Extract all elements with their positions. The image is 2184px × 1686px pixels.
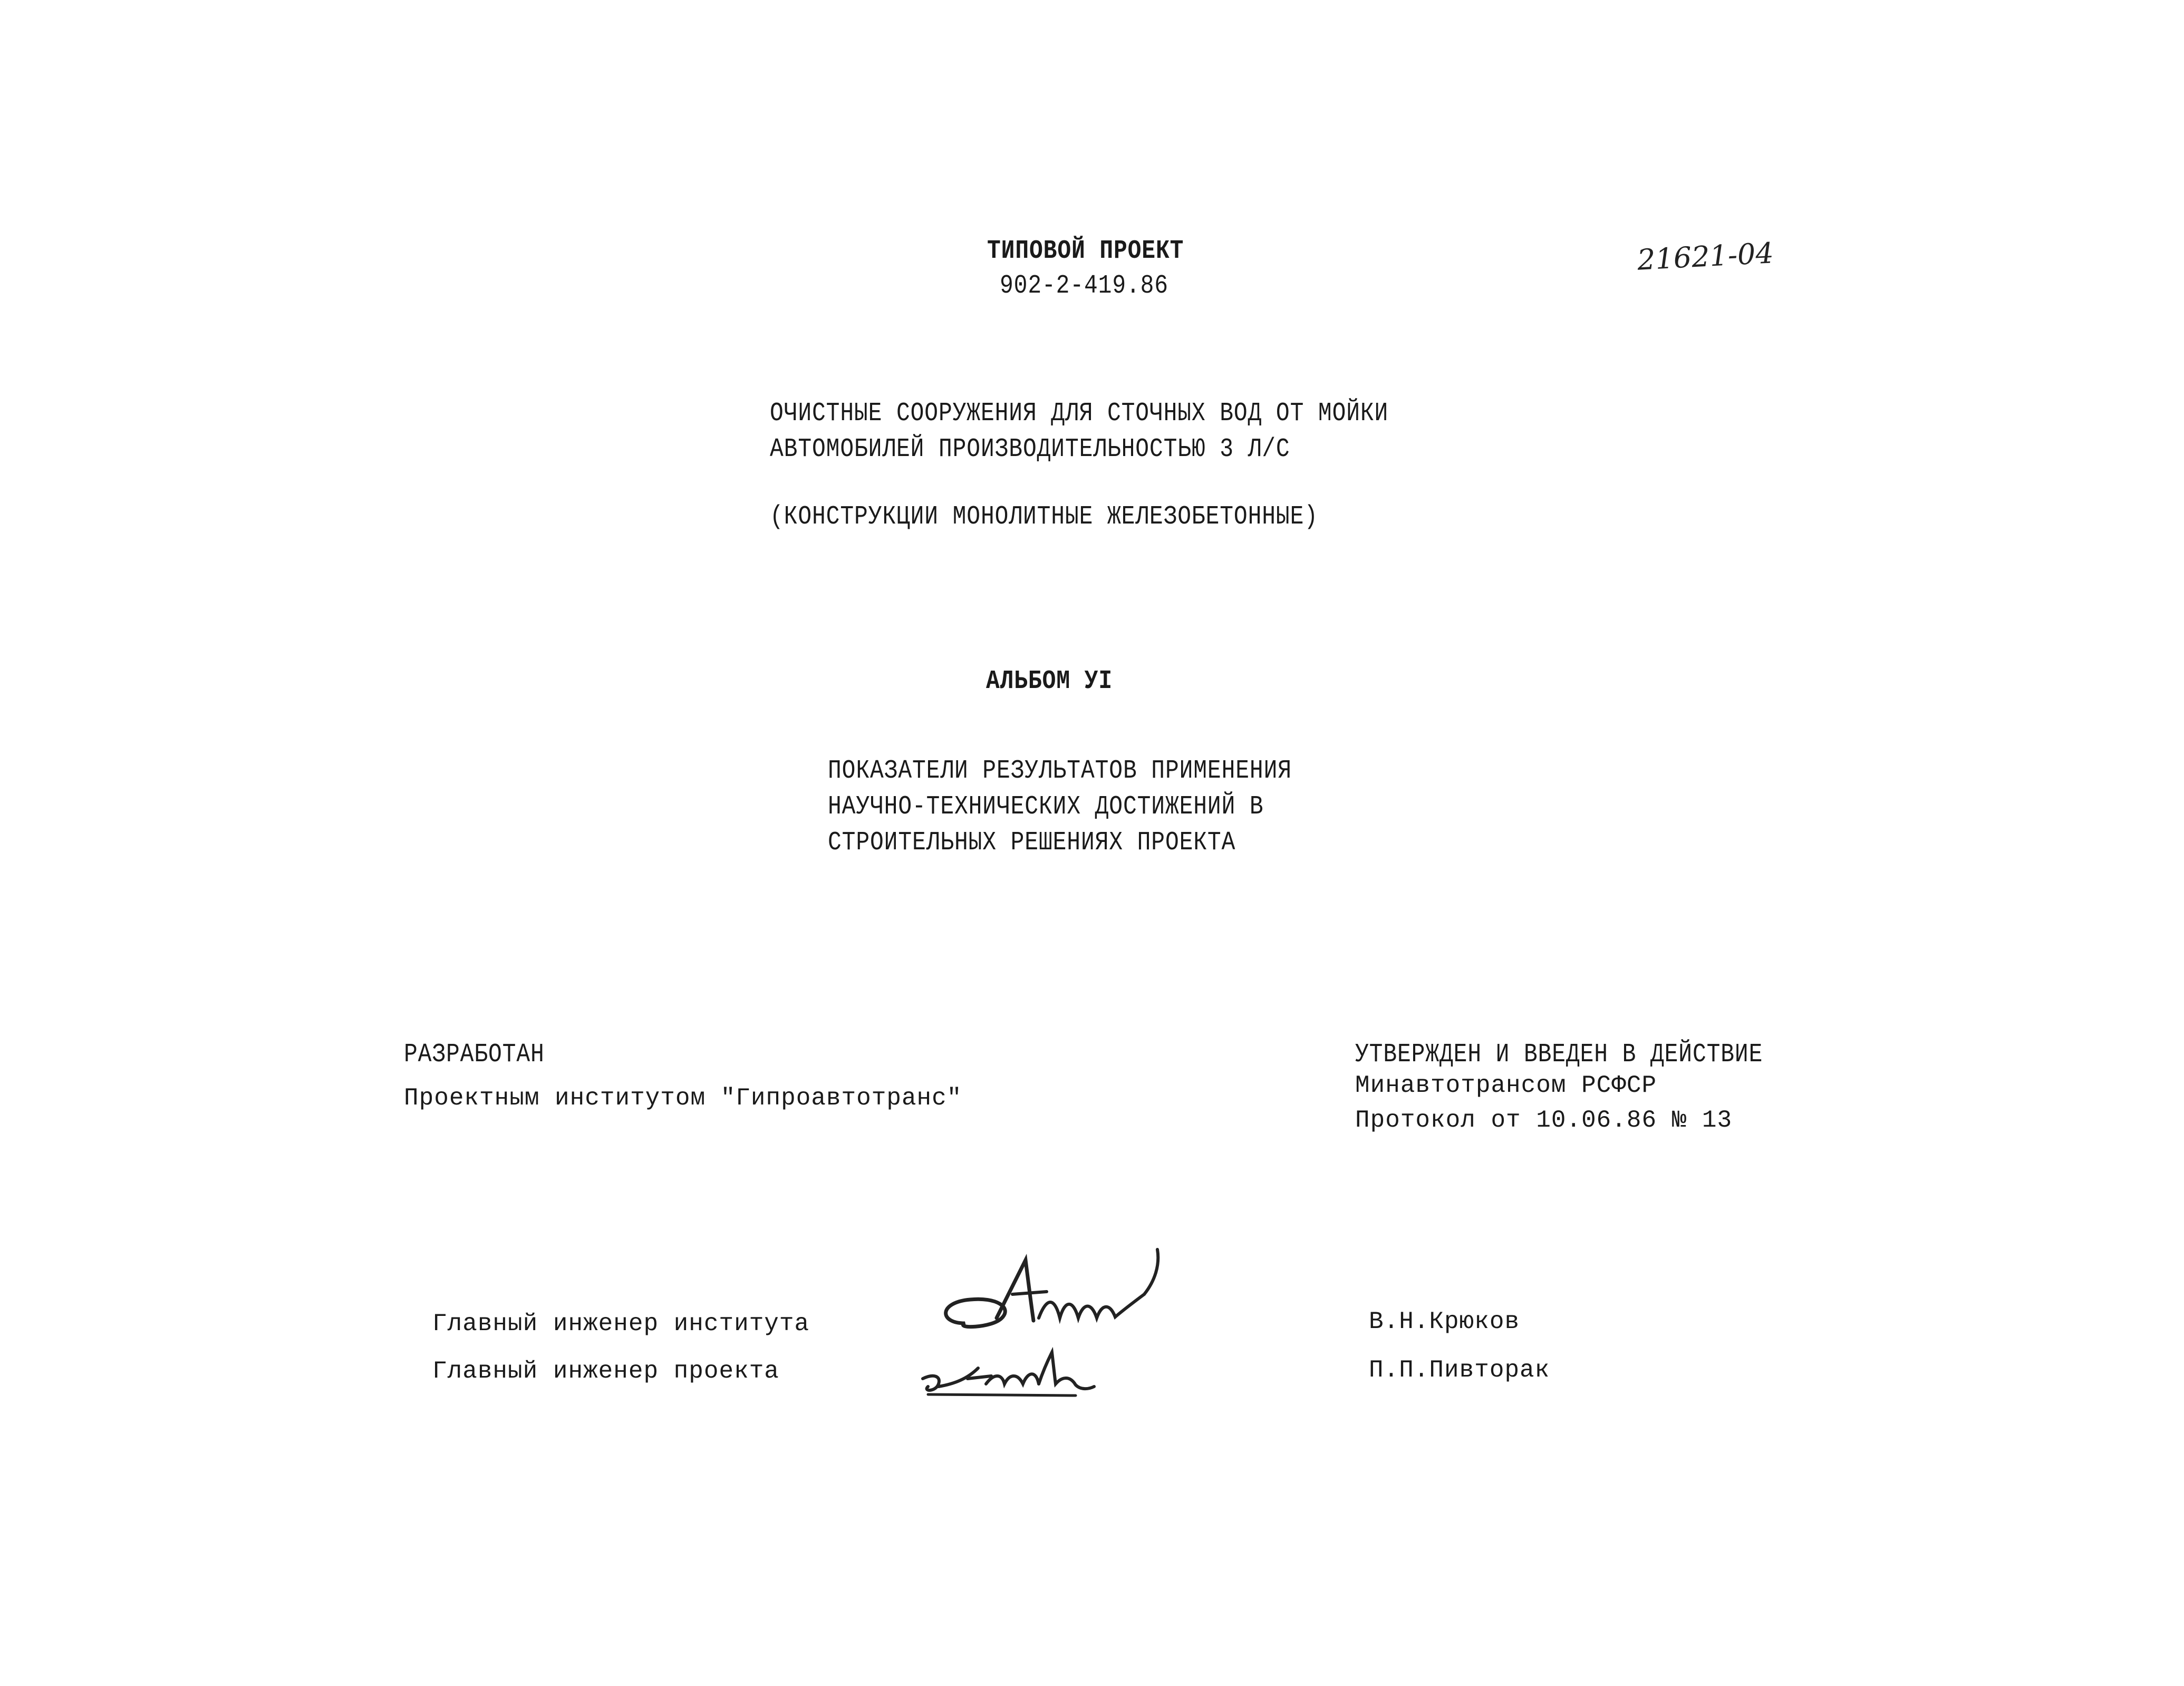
developer-org: Проектным институтом "Гипроавтотранс" — [404, 1084, 962, 1112]
title-line-1: ОЧИСТНЫЕ СООРУЖЕНИЯ ДЛЯ СТОЧНЫХ ВОД ОТ МОЙКИ — [770, 399, 1389, 429]
signature-chief-project — [917, 1347, 1097, 1405]
signatory-name-1: В.Н.Крюков — [1369, 1308, 1520, 1335]
archive-number: 21621-04 — [1636, 236, 1775, 277]
signatory-name-2: П.П.Пивторак — [1369, 1356, 1550, 1384]
project-type: ТИПОВОЙ ПРОЕКТ — [987, 236, 1184, 266]
signatory-role-2: Главный инженер проекта — [432, 1358, 779, 1385]
title-line-2: АВТОМОБИЛЕЙ ПРОИЗВОДИТЕЛЬНОСТЬЮ 3 Л/С — [770, 434, 1290, 464]
project-number: 902-2-419.86 — [1000, 271, 1168, 301]
album-label: АЛЬБОМ — [986, 666, 1070, 696]
section-line-2: НАУЧНО-ТЕХНИЧЕСКИХ ДОСТИЖЕНИЙ В — [828, 792, 1264, 822]
section-line-1: ПОКАЗАТЕЛИ РЕЗУЛЬТАТОВ ПРИМЕНЕНИЯ — [828, 756, 1292, 786]
section-line-3: СТРОИТЕЛЬНЫХ РЕШЕНИЯХ ПРОЕКТА — [828, 828, 1236, 858]
signature-chief-institute — [933, 1244, 1186, 1350]
approval-line-3: Протокол от 10.06.86 № 13 — [1355, 1107, 1733, 1134]
signatory-role-1: Главный инженер института — [432, 1310, 810, 1338]
developer-label: РАЗРАБОТАН — [404, 1040, 545, 1070]
approval-line-2: Минавтотрансом РСФСР — [1355, 1072, 1657, 1099]
album-heading — [986, 668, 1113, 695]
approval-line-1: УТВЕРЖДЕН И ВВЕДЕН В ДЕЙСТВИЕ — [1355, 1040, 1763, 1070]
title-subtitle: (КОНСТРУКЦИИ МОНОЛИТНЫЕ ЖЕЛЕЗОБЕТОННЫЕ) — [770, 502, 1318, 532]
album-number: УI — [1084, 666, 1113, 696]
